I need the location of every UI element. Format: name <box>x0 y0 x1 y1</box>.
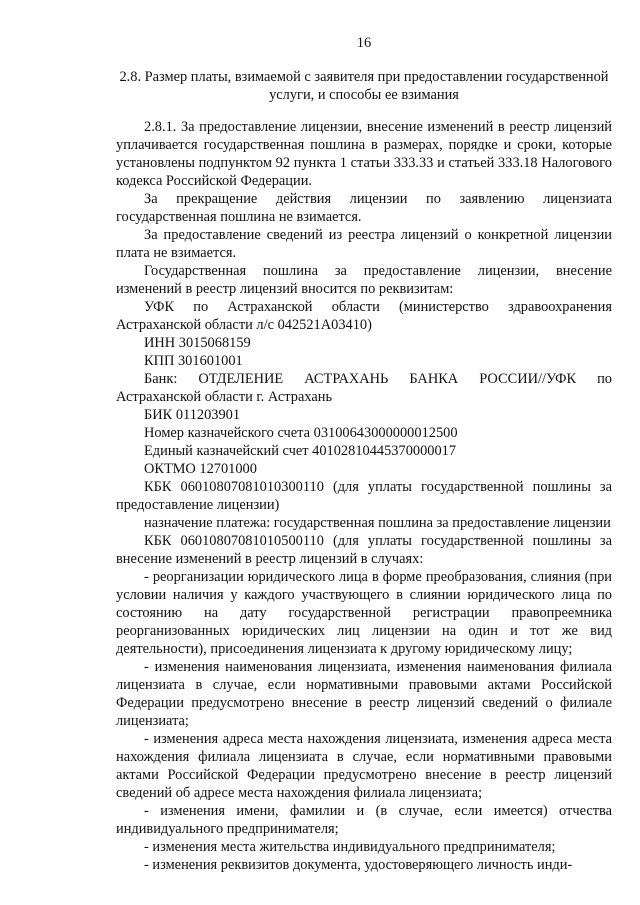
paragraph: КПП 301601001 <box>144 353 243 369</box>
paragraph: КБК 06010807081010500110 (для уплаты государственной пошлины за внесение изменений в реестр лицензий в случаях: <box>116 533 612 567</box>
list-item: - изменения наименования лицензиата, изменения наименования филиала лицензиата в случае, если нормативными правовыми актами Российской Федерации предусмотрено внесение в реестр лицензий сведений о филиале лицензиата; <box>116 659 612 729</box>
paragraph: УФК по Астраханской области (министерство здравоохранения Астраханской области л/с 042521А03410) <box>116 299 612 333</box>
list-item: - реорганизации юридического лица в форме преобразования, слияния (при условии наличия у каждого участвующего в слиянии юридического лица по состоянию на дату государственной регистрации правопреемника реорганизованных юридических лиц лицензии на один и тот же вид деятельности), присоединения лицензиата к другому юридическому лицу; <box>116 569 612 657</box>
paragraph: Банк: ОТДЕЛЕНИЕ АСТРАХАНЬ БАНКА РОССИИ//УФК по Астраханской области г. Астрахань <box>116 371 612 405</box>
section-heading: 2.8. Размер платы, взимаемой с заявителя при предоставлении государственной услуги, и способы ее взимания <box>119 69 609 103</box>
paragraph: ИНН 3015068159 <box>144 335 251 351</box>
paragraph: 2.8.1. За предоставление лицензии, внесение изменений в реестр лицензий уплачивается государственная пошлина в размерах, порядке и сроки, которые установлены подпунктом 92 пункта 1 статьи 333.33 и статьей 333.18 Налогового кодекса Российской Федерации. <box>116 119 612 189</box>
paragraph: КБК 06010807081010300110 (для уплаты государственной пошлины за предоставление лицензии) <box>116 479 612 513</box>
list-item: - изменения адреса места нахождения лицензиата, изменения адреса места нахождения филиала лицензиата в случае, если нормативными правовыми актами Российской Федерации предусмотрено внесение в реестр лицензий сведений об адресе места нахождения филиала лицензиата; <box>116 731 612 801</box>
paragraph: назначение платежа: государственная пошлина за предоставление лицензии <box>144 515 611 531</box>
paragraph: Единый казначейский счет 40102810445370000017 <box>144 443 457 459</box>
paragraph: За предоставление сведений из реестра лицензий о конкретной лицензии плата не взимается. <box>116 227 612 261</box>
paragraph: За прекращение действия лицензии по заявлению лицензиата государственная пошлина не взимается. <box>116 191 612 225</box>
paragraph: Государственная пошлина за предоставление лицензии, внесение изменений в реестр лицензий вносится по реквизитам: <box>116 263 612 297</box>
list-item: - изменения реквизитов документа, удостоверяющего личность инди- <box>144 857 573 873</box>
paragraph: Номер казначейского счета 03100643000000012500 <box>144 425 458 441</box>
page-number: 16 <box>356 35 372 51</box>
paragraph: БИК 011203901 <box>144 407 241 423</box>
list-item: - изменения места жительства индивидуального предпринимателя; <box>144 839 556 855</box>
list-item: - изменения имени, фамилии и (в случае, если имеется) отчества индивидуального предпринимателя; <box>116 803 612 837</box>
paragraph: ОКТМО 12701000 <box>144 461 257 477</box>
